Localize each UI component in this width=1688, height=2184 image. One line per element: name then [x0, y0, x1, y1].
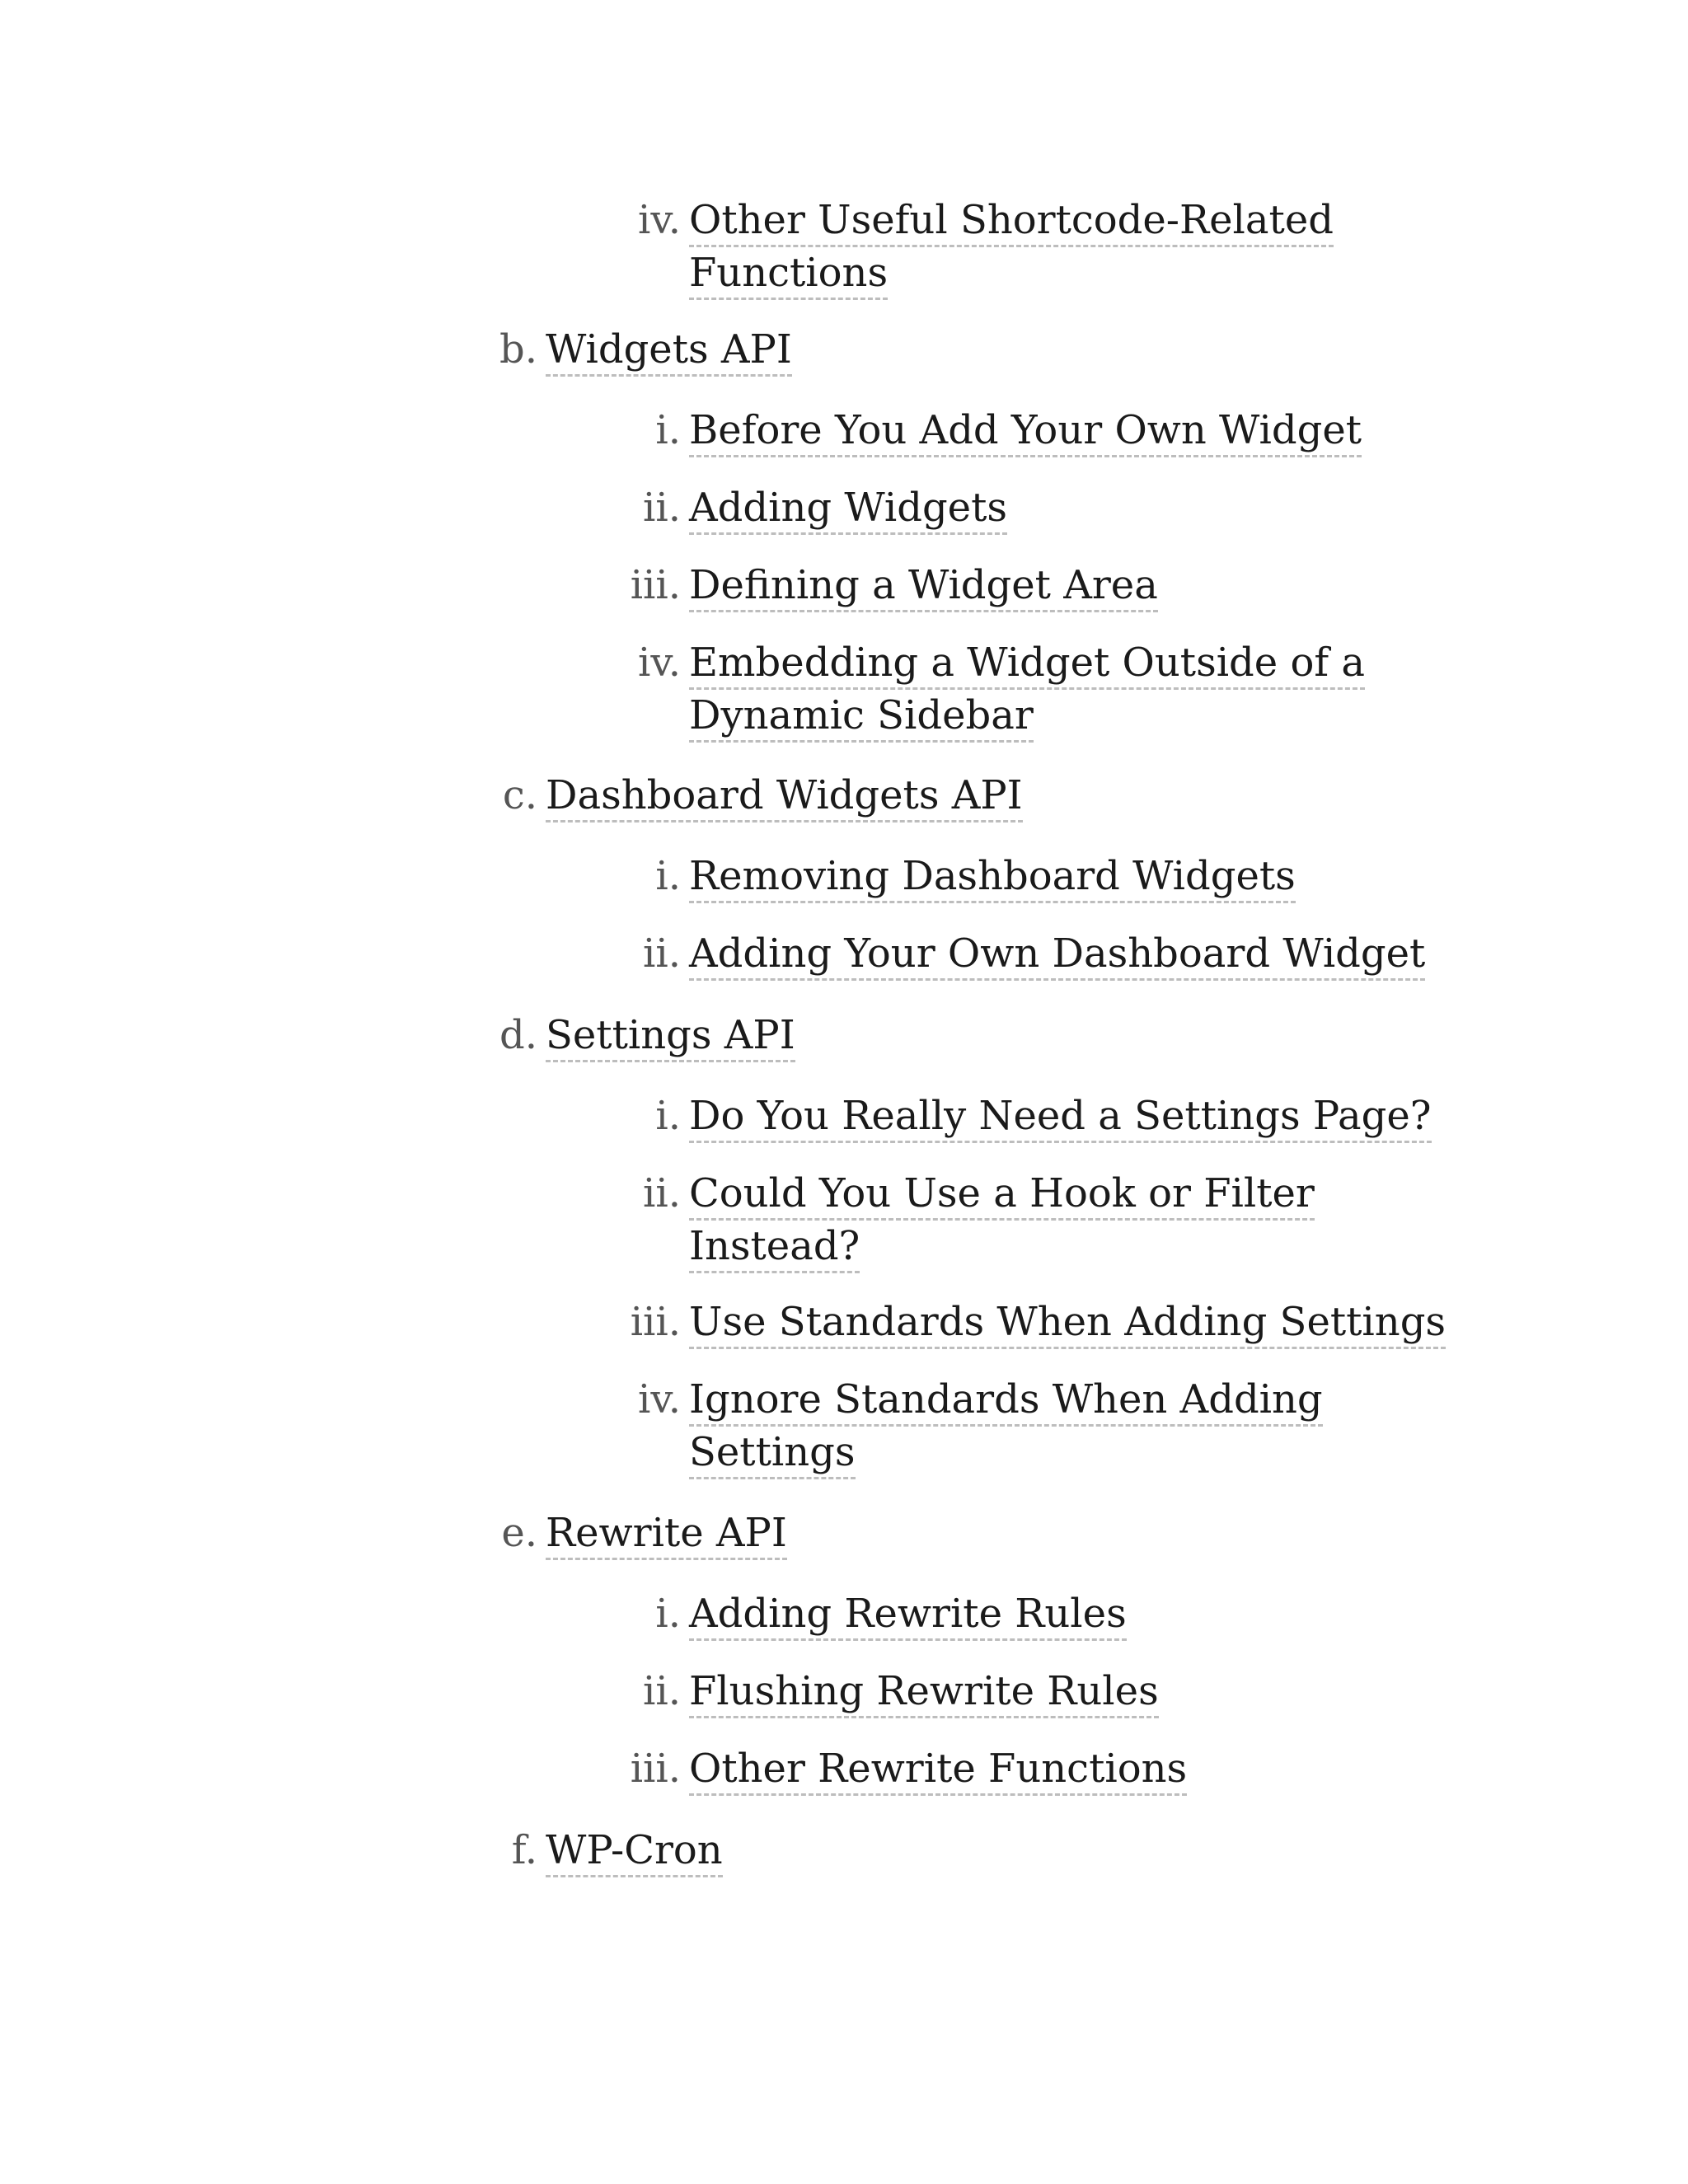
toc-marker: iii. — [630, 562, 681, 608]
toc-entry — [637, 637, 1398, 743]
toc-entry — [511, 1825, 1287, 1877]
toc-marker: iii. — [630, 1746, 681, 1792]
toc-entry — [502, 770, 1287, 823]
toc-marker: ii. — [643, 1170, 681, 1216]
toc-marker: i. — [655, 407, 681, 453]
toc-entry — [630, 1296, 1447, 1349]
toc-link[interactable]: Before You Add Your Own Widget — [689, 405, 1362, 457]
toc-link[interactable]: Other Useful Shortcode-Related — [689, 195, 1334, 247]
toc-link[interactable]: Ignore Standards When Adding — [689, 1375, 1323, 1427]
toc-entry — [643, 1168, 1398, 1273]
toc-marker: iv. — [637, 197, 681, 243]
toc-marker: ii. — [643, 1668, 681, 1714]
toc-link[interactable]: Settings API — [546, 1010, 795, 1062]
toc-entry — [643, 928, 1426, 981]
toc-entry — [501, 1507, 1287, 1560]
toc-entry — [499, 324, 1287, 377]
toc-entry — [655, 851, 1398, 903]
toc-entry — [655, 405, 1398, 457]
toc-entry — [499, 1010, 1287, 1062]
toc-link[interactable]: Widgets API — [546, 325, 792, 377]
toc-marker: iv. — [637, 640, 681, 686]
toc-link[interactable]: Removing Dashboard Widgets — [689, 851, 1296, 903]
toc-link[interactable]: Do You Really Need a Settings Page? — [689, 1091, 1432, 1143]
toc-entry — [643, 1666, 1398, 1718]
toc-entry — [655, 1588, 1398, 1641]
toc-link[interactable]: Functions — [689, 248, 888, 300]
toc-link[interactable]: Embedding a Widget Outside of a — [689, 638, 1365, 690]
toc-marker: i. — [655, 1093, 681, 1139]
toc-marker: b. — [499, 326, 537, 373]
toc-link[interactable]: Adding Rewrite Rules — [689, 1589, 1127, 1641]
toc-entry — [643, 482, 1398, 535]
toc-link[interactable]: Dynamic Sidebar — [689, 691, 1034, 743]
toc-marker: i. — [655, 1591, 681, 1637]
toc-marker: d. — [499, 1012, 537, 1058]
toc-marker: ii. — [643, 485, 681, 531]
toc-marker: i. — [655, 853, 681, 899]
toc-entry — [637, 1374, 1398, 1479]
toc-link[interactable]: Could You Use a Hook or Filter — [689, 1169, 1315, 1221]
toc-link[interactable]: Use Standards When Adding Settings — [689, 1297, 1446, 1349]
toc-link[interactable]: Adding Your Own Dashboard Widget — [689, 929, 1425, 981]
toc-entry — [655, 1090, 1432, 1143]
toc-marker: f. — [511, 1827, 537, 1873]
toc-entry — [637, 194, 1398, 300]
toc-marker: c. — [502, 772, 537, 818]
toc-link[interactable]: WP-Cron — [546, 1825, 723, 1877]
toc-entry — [630, 1743, 1398, 1796]
toc-link[interactable]: Flushing Rewrite Rules — [689, 1666, 1159, 1718]
toc-marker: ii. — [643, 930, 681, 977]
toc-link[interactable]: Settings — [689, 1427, 856, 1479]
toc-link[interactable]: Adding Widgets — [689, 483, 1007, 535]
toc-marker: iii. — [630, 1299, 681, 1345]
toc-link[interactable]: Instead? — [689, 1221, 860, 1273]
toc-link[interactable]: Dashboard Widgets API — [546, 771, 1023, 823]
toc-link[interactable]: Rewrite API — [546, 1508, 787, 1560]
toc-entry — [630, 560, 1398, 612]
toc-marker: iv. — [637, 1376, 681, 1422]
toc-marker: e. — [501, 1510, 537, 1556]
toc-link[interactable]: Defining a Widget Area — [689, 560, 1158, 612]
toc-link[interactable]: Other Rewrite Functions — [689, 1744, 1187, 1796]
